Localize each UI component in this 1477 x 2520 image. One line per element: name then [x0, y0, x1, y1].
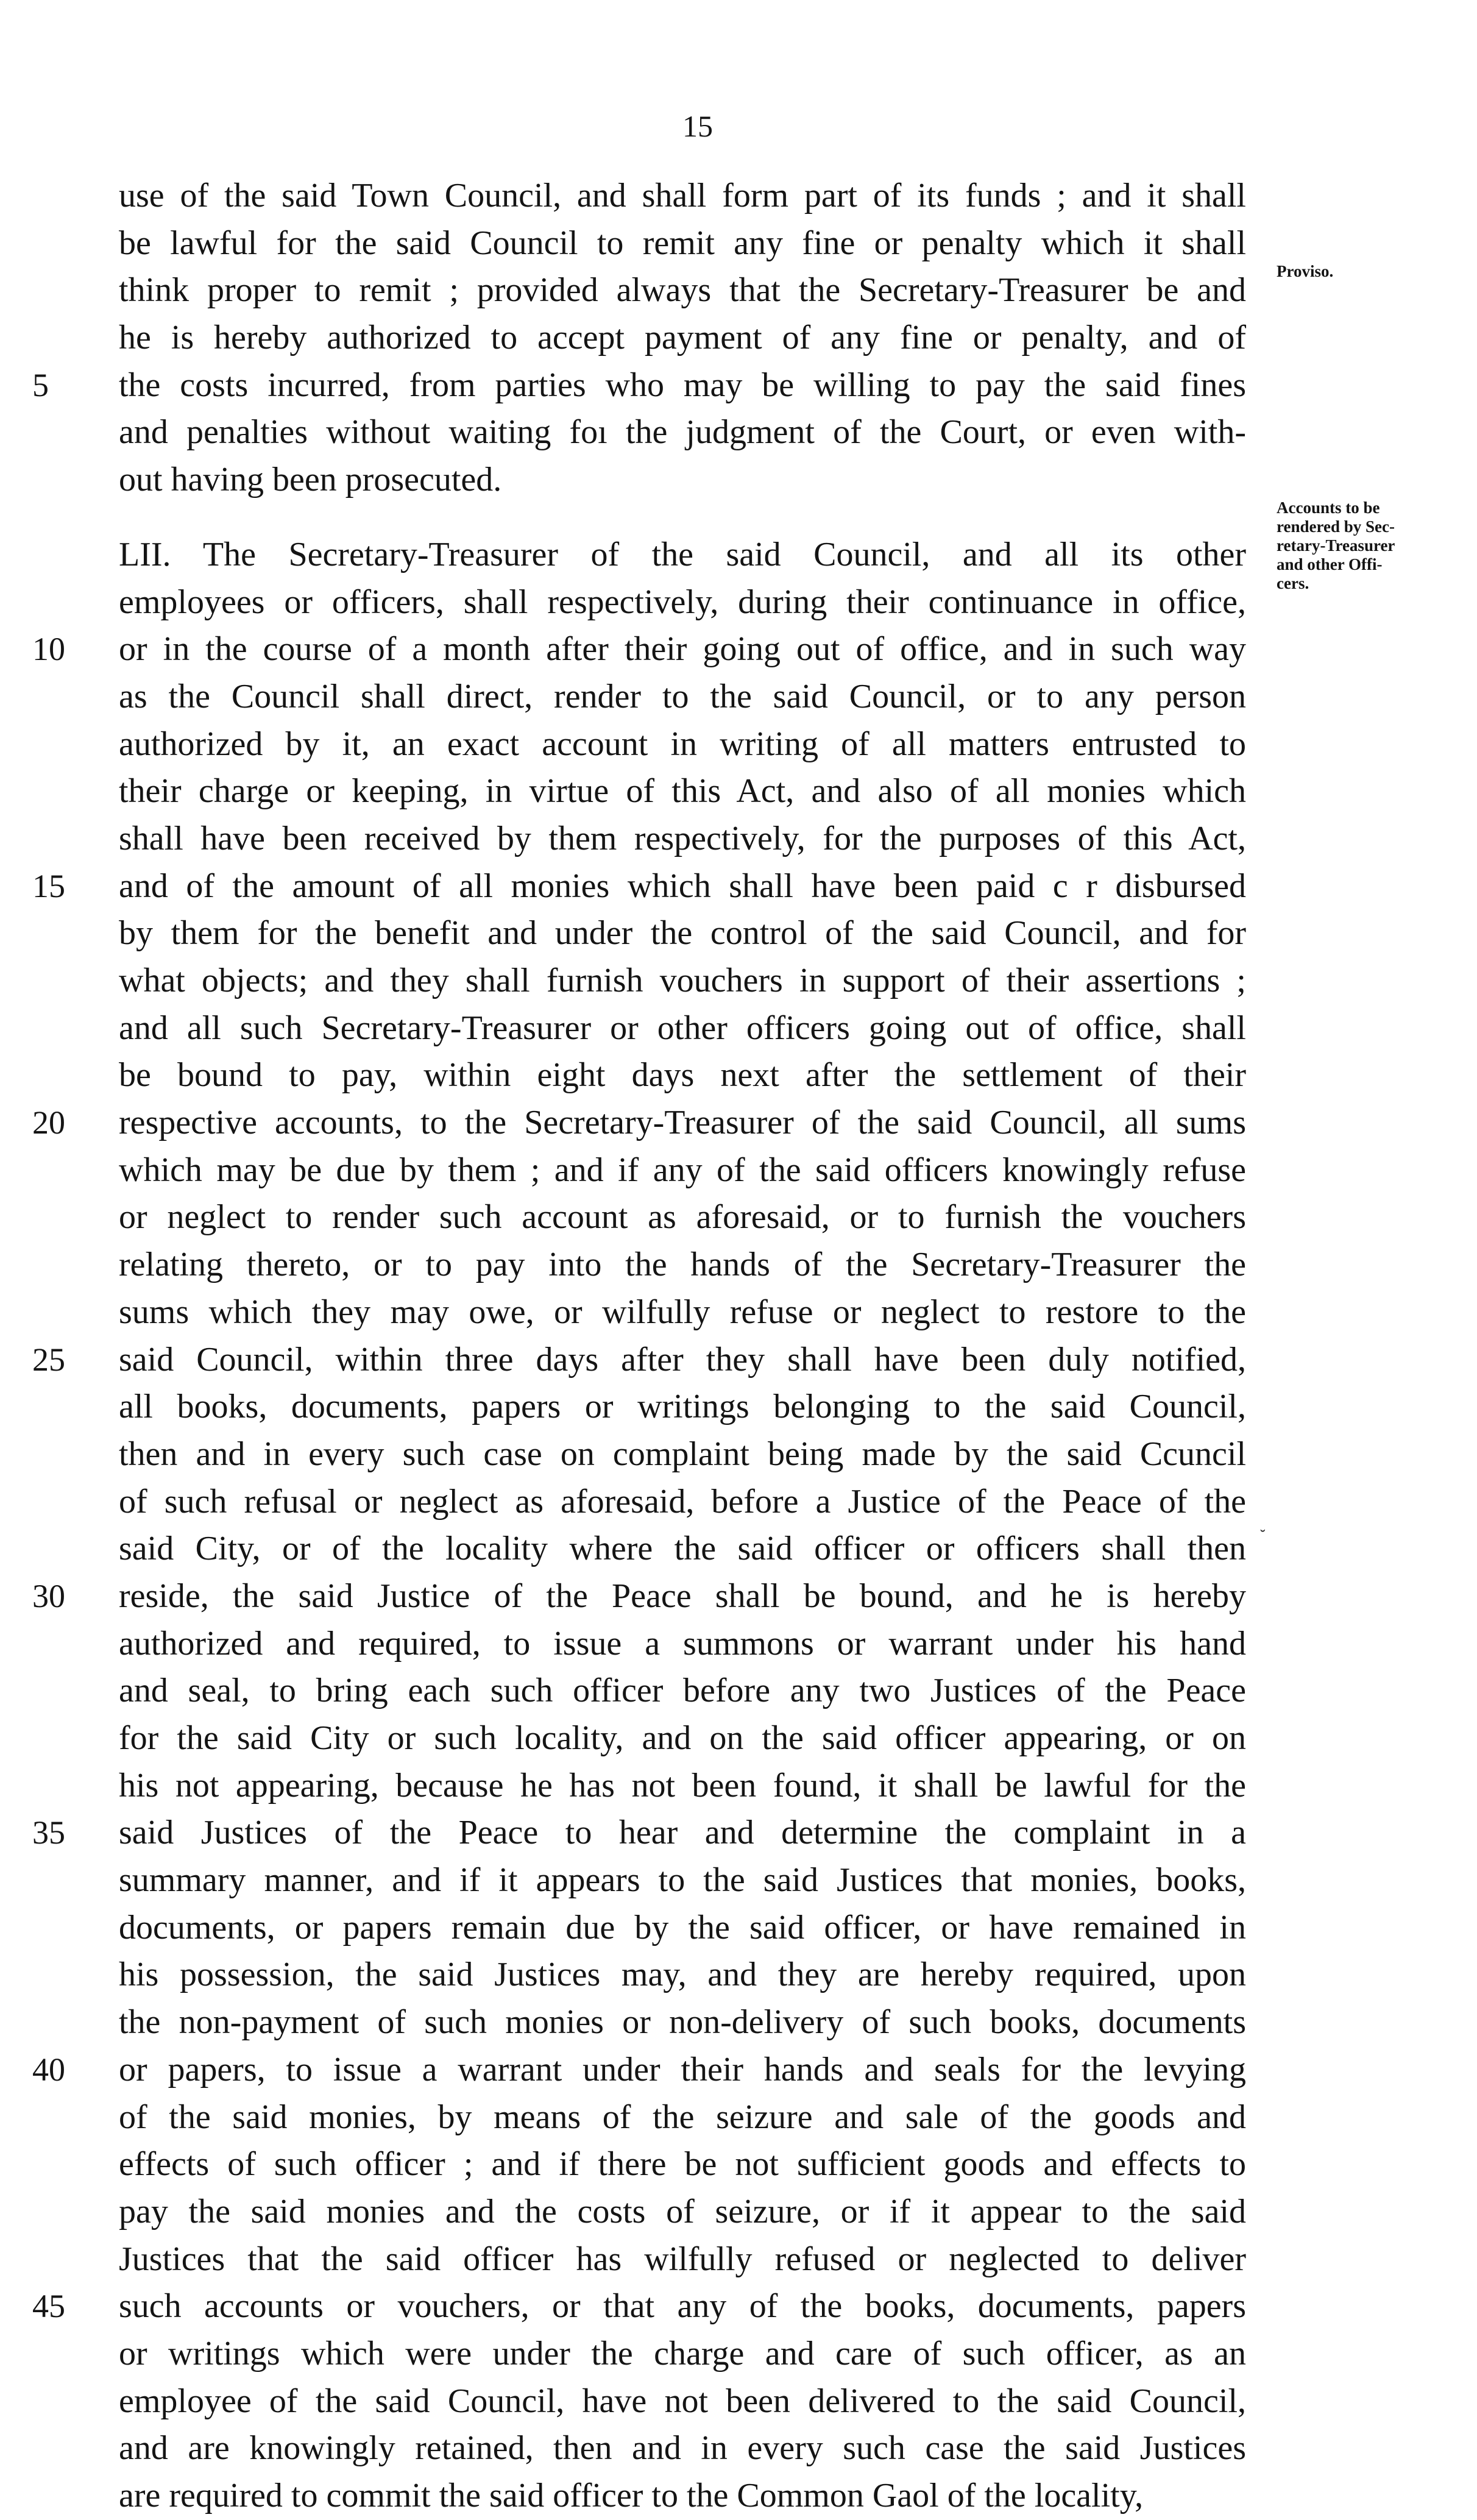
line-text: and penalties without waiting foı the judgment of the Court, or even with-	[119, 413, 1246, 452]
line-text: of such refusal or neglect as aforesaid, before a Justice of the Peace of the	[119, 1482, 1246, 1521]
line-text: use of the said Town Council, and shall form part of its funds ; and it shall	[119, 177, 1246, 215]
line-text: be lawful for the said Council to remit any fine or penalty which it shall	[119, 224, 1246, 262]
text-line	[119, 1194, 1246, 1241]
line-text: reside, the said Justice of the Peace shall be bound, and he is hereby	[119, 1577, 1246, 1615]
text-line	[119, 2425, 1246, 2472]
line-text: their charge or keeping, in virtue of this Act, and also of all monies which	[119, 772, 1246, 811]
text-line	[119, 815, 1246, 863]
line-text: respective accounts, to the Secretary-Treasurer of the said Council, all sums	[119, 1104, 1246, 1142]
line-text: authorized by it, an exact account in writing of all matters entrusted to	[119, 725, 1246, 763]
line-text: effects of such officer ; and if there be not sufficient goods and effects to	[119, 2145, 1246, 2184]
text-line	[119, 1667, 1246, 1715]
line-text: of the said monies, by means of the seizure and sale of the goods and	[119, 2098, 1246, 2136]
line-number: 25	[32, 1341, 65, 1378]
text-line	[119, 1951, 1246, 1999]
text-line	[119, 2378, 1246, 2426]
text-line	[119, 1999, 1246, 2046]
line-number: 35	[32, 1814, 65, 1851]
line-text: pay the said monies and the costs of seizure, or if it appear to the said	[119, 2192, 1246, 2231]
text-line	[119, 2188, 1246, 2236]
text-line	[119, 2236, 1246, 2284]
line-number: 10	[32, 631, 65, 668]
text-line	[119, 673, 1246, 721]
line-text: or papers, to issue a warrant under their hands and seals for the levying	[119, 2050, 1246, 2089]
text-line	[32, 2046, 1246, 2094]
text-line	[119, 1005, 1246, 1052]
text-line	[119, 1857, 1246, 1904]
line-text: said Council, within three days after they shall have been duly notified,	[119, 1340, 1246, 1379]
line-number: 40	[32, 2051, 65, 2088]
line-text: be bound to pay, within eight days next after the settlement of their	[119, 1056, 1246, 1095]
margin-note-accounts: Accounts to be rendered by Sec- retary-Treasurer and other Offi- cers.	[1277, 499, 1395, 592]
line-text: and all such Secretary-Treasurer or other officers going out of office, shall	[119, 1009, 1246, 1047]
line-text: relating thereto, or to pay into the hands of the Secretary-Treasurer the	[119, 1246, 1246, 1284]
text-line	[119, 2141, 1246, 2188]
text-line	[119, 1525, 1246, 1573]
text-line	[119, 1715, 1246, 1762]
text-line	[119, 910, 1246, 957]
line-text: out having been prosecuted.	[119, 461, 502, 499]
text-line	[119, 1620, 1246, 1668]
line-text: summary manner, and if it appears to the said Justices that monies, books,	[119, 1861, 1246, 1900]
text-line	[32, 2283, 1246, 2330]
text-line	[32, 1573, 1246, 1620]
text-line	[32, 1099, 1246, 1147]
text-line	[119, 1431, 1246, 1478]
line-text: or neglect to render such account as aforesaid, or to furnish the vouchers	[119, 1198, 1246, 1237]
line-text: said City, or of the locality where the said officer or officers shall then	[119, 1530, 1246, 1568]
line-text: what objects; and they shall furnish vouchers in support of their assertions ;	[119, 962, 1246, 999]
text-line	[119, 172, 1246, 220]
line-text: sums which they may owe, or wilfully refuse or neglect to restore to the	[119, 1293, 1246, 1331]
text-line	[119, 1762, 1246, 1810]
text-line	[119, 1052, 1246, 1099]
text-line	[32, 1809, 1246, 1857]
line-text: are required to commit the said officer to the Common Gaol of the locality,	[119, 2477, 1144, 2515]
line-text: which may be due by them ; and if any of the said officers knowingly refuse	[119, 1151, 1246, 1189]
line-text: and seal, to bring each such officer before any two Justices of the Peace	[119, 1672, 1246, 1710]
line-text: all books, documents, papers or writings belonging to the said Council,	[119, 1388, 1246, 1426]
line-text: authorized and required, to issue a summons or warrant under his hand	[119, 1624, 1246, 1663]
text-line	[119, 314, 1246, 362]
line-text: shall have been received by them respectively, for the purposes of this Act,	[119, 819, 1246, 857]
line-text: the costs incurred, from parties who may be willing to pay the said fines	[119, 366, 1246, 404]
line-text: and of the amount of all monies which shall have been paid c r disbursed	[119, 867, 1246, 905]
line-text: employees or officers, shall respectively, during their continuance in office,	[119, 583, 1246, 621]
text-line	[119, 2330, 1246, 2378]
text-line	[119, 1241, 1246, 1289]
line-text: LII. The Secretary-Treasurer of the said Council, and all its other	[119, 535, 1246, 573]
text-line	[119, 957, 1246, 1005]
text-line	[119, 531, 1246, 579]
text-line	[119, 267, 1246, 314]
text-line	[119, 1147, 1246, 1194]
line-text: and are knowingly retained, then and in every such case the said Justices	[119, 2429, 1246, 2468]
line-text: think proper to remit ; provided always that the Secretary-Treasurer be and	[119, 271, 1246, 310]
line-text: or in the course of a month after their going out of office, and in such way	[119, 630, 1246, 669]
line-text: or writings which were under the charge and care of such officer, as an	[119, 2334, 1246, 2373]
line-text: his possession, the said Justices may, and they are hereby required, upon	[119, 1956, 1246, 1994]
line-number: 20	[32, 1104, 65, 1141]
line-text: for the said City or such locality, and on the said officer appearing, or on	[119, 1719, 1246, 1757]
text-line	[119, 2094, 1246, 2142]
line-text: Justices that the said officer has wilfully refused or neglected to deliver	[119, 2240, 1246, 2278]
line-text: his not appearing, because he has not been found, it shall be lawful for the	[119, 1766, 1246, 1805]
text-line	[32, 863, 1246, 910]
text-line	[119, 721, 1246, 768]
line-number: 15	[32, 867, 65, 904]
text-line	[119, 2472, 1246, 2520]
line-text: as the Council shall direct, render to the said Council, or to any person	[119, 677, 1246, 715]
line-number: 30	[32, 1577, 65, 1614]
text-line	[119, 456, 1246, 504]
line-text: said Justices of the Peace to hear and determine the complaint in a	[119, 1814, 1246, 1852]
text-line	[119, 768, 1246, 815]
text-line	[119, 409, 1246, 456]
line-text: such accounts or vouchers, or that any of the books, documents, papers	[119, 2287, 1246, 2326]
text-line	[119, 1904, 1246, 1952]
text-line	[119, 1478, 1246, 1526]
line-text: then and in every such case on complaint being made by the said Ccuncil	[119, 1435, 1246, 1473]
text-line	[119, 1289, 1246, 1336]
line-text: documents, or papers remain due by the said officer, or have remained in	[119, 1908, 1246, 1947]
line-number: 5	[32, 366, 49, 403]
line-number: 45	[32, 2288, 65, 2325]
line-text: he is hereby authorized to accept payment of any fine or penalty, and of	[119, 319, 1246, 357]
line-text: the non-payment of such monies or non-delivery of such books, documents	[119, 2003, 1246, 2042]
margin-note-proviso: Proviso.	[1277, 262, 1334, 280]
text-line	[119, 579, 1246, 626]
margin-mark: ˘	[1260, 1527, 1266, 1544]
line-text: employee of the said Council, have not been delivered to the said Council,	[119, 2382, 1246, 2420]
paragraph-gap	[119, 504, 1246, 531]
text-line	[32, 626, 1246, 673]
page-number: 15	[682, 109, 713, 143]
line-text: by them for the benefit and under the control of the said Council, and for	[119, 914, 1246, 953]
text-line	[32, 1336, 1246, 1384]
text-line	[119, 1383, 1246, 1431]
text-line	[119, 220, 1246, 268]
body-text	[32, 172, 1246, 2520]
text-line	[32, 362, 1246, 410]
